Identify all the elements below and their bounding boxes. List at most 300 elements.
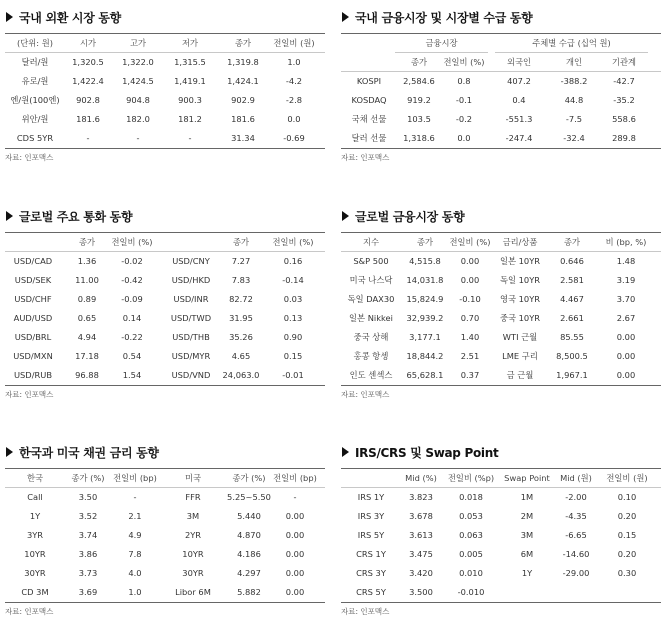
value-cell: 0.00 [285, 587, 305, 597]
global-market-table [341, 232, 661, 386]
value-cell: 7.27 [231, 256, 251, 266]
value-cell: -0.1 [455, 95, 473, 105]
row-label-cell: WTI 근월 [502, 332, 538, 342]
column-header: 전일비 (%) [272, 237, 314, 247]
table-row [341, 545, 661, 564]
column-header: 전일비 (원) [273, 38, 315, 48]
value-cell: 0.00 [616, 351, 636, 361]
value-cell: 0.00 [616, 370, 636, 380]
value-cell: 2.51 [460, 351, 480, 361]
irs-table [341, 468, 661, 603]
row-label-cell: 미국 나스닥 [349, 275, 393, 285]
value-cell: -0.10 [459, 294, 481, 304]
row-label-cell: 30YR [24, 568, 46, 578]
value-cell: -7.5 [565, 114, 583, 124]
value-cell: -35.2 [613, 95, 635, 105]
column-header: 저가 [181, 38, 199, 48]
value-cell: 1,967.1 [556, 370, 588, 380]
value-cell: 3.69 [78, 587, 98, 597]
row-label-cell: USD/INR [173, 294, 209, 304]
table-row [5, 488, 325, 507]
row-label-cell: IRS 5Y [357, 530, 385, 540]
row-label-cell: 중국 10YR [499, 313, 541, 323]
column-header [345, 469, 397, 488]
table-row [341, 526, 661, 545]
value-cell: 1,322.0 [122, 57, 154, 67]
column-header: Mid (원) [560, 473, 592, 483]
table-header-row [341, 469, 661, 488]
currency-title: 글로벌 주요 통화 동향 [19, 209, 133, 224]
row-label-cell: 3M [186, 511, 200, 521]
value-cell: -2.8 [285, 95, 303, 105]
row-label-cell: AUD/USD [13, 313, 53, 323]
column-header: 금리/상품 [502, 237, 538, 247]
domestic-table [341, 33, 661, 149]
value-cell: 0.00 [616, 332, 636, 342]
value-cell: 31.95 [229, 313, 253, 323]
value-cell: 0.20 [617, 511, 637, 521]
value-cell: 0.8 [457, 76, 471, 86]
table-row [341, 72, 661, 91]
row-label-cell: 3YR [26, 530, 44, 540]
value-cell: 31.34 [231, 133, 255, 143]
value-cell: 0.89 [77, 294, 97, 304]
value-cell: -0.22 [121, 332, 143, 342]
row-label-cell: 181.2 [178, 114, 202, 124]
global-market-title: 글로벌 금융시장 동향 [355, 209, 465, 224]
value-cell: - [133, 492, 137, 502]
value-cell: 3.50 [78, 492, 98, 502]
row-label-cell: 금 근월 [506, 370, 534, 380]
column-header: 전일비 (%) [449, 237, 491, 247]
value-cell: 5.25~5.50 [227, 492, 271, 502]
fx-panel [5, 8, 325, 163]
row-label-cell: - [188, 133, 192, 143]
column-header: 종가 (%) [71, 473, 105, 483]
value-cell: 103.5 [407, 114, 431, 124]
row-label-cell: USD/CHF [14, 294, 52, 304]
column-header: 개인 [565, 57, 583, 67]
source-note: 자료: 인포맥스 [341, 153, 390, 162]
source-note: 자료: 인포맥스 [5, 390, 54, 399]
row-label-cell: IRS 3Y [357, 511, 385, 521]
value-cell: 0.37 [460, 370, 480, 380]
value-cell: 1.0 [128, 587, 142, 597]
table-row [5, 290, 325, 309]
value-cell: 35.26 [229, 332, 253, 342]
domestic-panel [341, 8, 661, 163]
irs-title-row [341, 443, 661, 461]
value-cell: 32,939.2 [406, 313, 444, 323]
value-cell: 0.063 [459, 530, 483, 540]
value-cell: -32.4 [563, 133, 585, 143]
row-label-cell: 1Y [521, 568, 533, 578]
value-cell: 0.16 [283, 256, 303, 266]
row-label-cell: 중국 상해 [353, 332, 389, 342]
row-label-cell: 30YR [182, 568, 204, 578]
value-cell: -0.010 [457, 587, 485, 597]
value-cell: 0.20 [617, 549, 637, 559]
row-label-cell: 6M [520, 549, 534, 559]
value-cell: -6.65 [565, 530, 587, 540]
value-cell: 3.19 [616, 275, 636, 285]
value-cell: 3.678 [409, 511, 433, 521]
row-label-cell: USD/TWD [170, 313, 212, 323]
value-cell: 1.40 [460, 332, 480, 342]
value-cell: -4.2 [285, 76, 303, 86]
value-cell: -388.2 [560, 76, 588, 86]
row-label-cell: 407.2 [507, 76, 531, 86]
value-cell: 1.36 [77, 256, 97, 266]
row-label-cell: CRS 5Y [356, 587, 386, 597]
row-label-cell: CRS 3Y [356, 568, 386, 578]
value-cell: 3.500 [409, 587, 433, 597]
triangle-bullet-icon [342, 12, 349, 22]
value-cell: 4.65 [231, 351, 251, 361]
row-label-cell: 달러/원 [21, 57, 49, 67]
value-cell: 902.9 [231, 95, 255, 105]
table-header-row [5, 233, 325, 252]
column-header: 기관계 [611, 57, 637, 67]
value-cell: -0.2 [455, 114, 473, 124]
row-label-cell: USD/SEK [14, 275, 52, 285]
value-cell: 289.8 [612, 133, 636, 143]
value-cell: 0.005 [459, 549, 483, 559]
value-cell: - [86, 133, 90, 143]
value-cell: 3.613 [409, 530, 433, 540]
bond-panel [5, 443, 325, 617]
table-header-row [5, 34, 325, 53]
row-label-cell: 1,419.1 [174, 76, 206, 86]
table-group-header-row [341, 34, 661, 53]
row-label-cell: CD 3M [21, 587, 49, 597]
value-cell: 1,319.8 [227, 57, 259, 67]
value-cell: 7.8 [128, 549, 142, 559]
row-label-cell: Libor 6M [175, 587, 211, 597]
table-row [341, 564, 661, 583]
value-cell: 0.65 [77, 313, 97, 323]
value-cell: 3.420 [409, 568, 433, 578]
currency-title-row [5, 207, 325, 225]
value-cell: 181.6 [76, 114, 100, 124]
table-row [5, 545, 325, 564]
value-cell: 3.86 [78, 549, 98, 559]
domestic-title: 국내 금융시장 및 시장별 수급 동향 [355, 10, 533, 25]
value-cell: 0.03 [283, 294, 303, 304]
column-header: 종가 [410, 57, 428, 67]
value-cell: 3.823 [409, 492, 433, 502]
column-header: 미국 [184, 473, 202, 483]
column-header: 종가 [563, 237, 581, 247]
value-cell: 902.8 [76, 95, 100, 105]
value-cell: 1,422.4 [72, 76, 104, 86]
row-label-cell: 홍콩 항셍 [353, 351, 389, 361]
value-cell: 4,515.8 [409, 256, 441, 266]
column-header: 종가 [416, 237, 434, 247]
table-row [5, 507, 325, 526]
triangle-bullet-icon [6, 447, 13, 457]
row-label-cell: 1Y [29, 511, 41, 521]
value-cell: 82.72 [229, 294, 253, 304]
row-label-cell: KOSDAQ [351, 95, 387, 105]
bond-title: 한국과 미국 채권 금리 동향 [19, 445, 159, 460]
table-row [5, 526, 325, 545]
fx-title: 국내 외환 시장 동향 [19, 10, 121, 25]
source-note: 자료: 인포맥스 [341, 390, 390, 399]
value-cell: 2.1 [128, 511, 142, 521]
table-row [341, 309, 661, 328]
value-cell: 0.010 [459, 568, 483, 578]
table-row [341, 583, 661, 602]
triangle-bullet-icon [342, 447, 349, 457]
value-cell: 3.475 [409, 549, 433, 559]
value-cell: 3.52 [78, 511, 98, 521]
value-cell: 4.297 [237, 568, 261, 578]
value-cell [595, 583, 659, 602]
row-label-cell: 900.3 [178, 95, 202, 105]
value-cell: -42.7 [613, 76, 635, 86]
row-label-cell: 유로/원 [21, 76, 49, 86]
value-cell: 181.6 [231, 114, 255, 124]
value-cell: 8,500.5 [556, 351, 588, 361]
value-cell: 1.0 [287, 57, 301, 67]
value-cell: 919.2 [407, 95, 431, 105]
value-cell: 4.0 [128, 568, 142, 578]
value-cell: -29.00 [562, 568, 590, 578]
row-label-cell: USD/CAD [13, 256, 53, 266]
value-cell: 0.00 [285, 530, 305, 540]
table-row [5, 583, 325, 602]
table-row [341, 366, 661, 385]
table-header-row [5, 469, 325, 488]
value-cell: 15,824.9 [406, 294, 444, 304]
row-label-cell: 인도 센섹스 [349, 370, 393, 380]
table-row [5, 366, 325, 385]
value-cell: 85.55 [560, 332, 584, 342]
value-cell: 24,063.0 [222, 370, 260, 380]
value-cell: 17.18 [75, 351, 99, 361]
column-header: 고가 [129, 38, 147, 48]
global-market-panel [341, 207, 661, 400]
fx-table [5, 33, 325, 149]
value-cell: 0.646 [560, 256, 584, 266]
row-label-cell: 10YR [182, 549, 204, 559]
column-header: 전일비 (bp) [273, 473, 317, 483]
row-label-cell: USD/MXN [13, 351, 53, 361]
value-cell: 7.83 [231, 275, 251, 285]
row-label-cell: USD/BRL [14, 332, 52, 342]
value-cell: 1,424.1 [227, 76, 259, 86]
source-note: 자료: 인포맥스 [5, 607, 54, 616]
currency-panel [5, 207, 325, 400]
row-label-cell: USD/CNY [172, 256, 210, 266]
value-cell: 0.00 [285, 511, 305, 521]
column-header: 종가 [232, 237, 250, 247]
row-label-cell: 독일 10YR [499, 275, 541, 285]
row-label-cell: 달러 선물 [351, 133, 387, 143]
table-row [5, 564, 325, 583]
column-header [165, 233, 217, 252]
row-label-cell: 독일 DAX30 [347, 294, 395, 304]
column-header: 종가 [78, 237, 96, 247]
row-label-cell: 엔/원(100엔) [10, 95, 60, 105]
row-label-cell: 1,315.5 [174, 57, 206, 67]
value-cell: -14.60 [562, 549, 590, 559]
value-cell: 11.00 [75, 275, 99, 285]
irs-panel [341, 443, 661, 617]
row-label-cell: FFR [185, 492, 201, 502]
value-cell: 0.10 [617, 492, 637, 502]
table-header-row [341, 53, 661, 72]
domestic-title-row [341, 8, 661, 26]
row-label-cell: USD/VND [171, 370, 211, 380]
value-cell: 1.54 [122, 370, 142, 380]
value-cell: 2,584.6 [403, 76, 435, 86]
value-cell: 0.90 [283, 332, 303, 342]
column-header: 시가 [79, 38, 97, 48]
row-label-cell: -551.3 [505, 114, 533, 124]
row-label-cell: KOSPI [356, 76, 382, 86]
row-label-cell: 3M [520, 530, 534, 540]
value-cell: 0.13 [283, 313, 303, 323]
value-cell: 2.581 [560, 275, 584, 285]
triangle-bullet-icon [6, 12, 13, 22]
value-cell: 0.54 [122, 351, 142, 361]
row-label-cell: LME 구리 [502, 351, 538, 361]
value-cell: 3,177.1 [409, 332, 441, 342]
row-label-cell: 10YR [24, 549, 46, 559]
value-cell: -0.14 [282, 275, 304, 285]
value-cell: - [293, 492, 297, 502]
table-row [341, 507, 661, 526]
row-label-cell: 위안/원 [21, 114, 49, 124]
value-cell: -0.69 [283, 133, 305, 143]
value-cell: 2.67 [616, 313, 636, 323]
table-row [5, 91, 325, 110]
source-note: 자료: 인포맥스 [341, 607, 390, 616]
column-header: (단위: 원) [17, 38, 53, 48]
column-header: 비 (bp, %) [605, 237, 647, 247]
row-label-cell: IRS 1Y [357, 492, 385, 502]
column-header: 지수 [362, 237, 380, 247]
value-cell: -2.00 [565, 492, 587, 502]
column-header: 한국 [26, 473, 44, 483]
column-header: 전일비 (%) [443, 57, 485, 67]
row-label-cell: 일본 10YR [499, 256, 541, 266]
value-cell: 0.053 [459, 511, 483, 521]
table-row [341, 271, 661, 290]
row-label-cell: CDS 5YR [16, 133, 54, 143]
table-row [5, 53, 325, 72]
value-cell: 0.00 [285, 549, 305, 559]
irs-title: IRS/CRS 및 Swap Point [355, 445, 499, 460]
value-cell: -0.09 [121, 294, 143, 304]
global-market-title-row [341, 207, 661, 225]
column-header: 전일비 (%p) [447, 473, 495, 483]
column-header: Swap Point [504, 473, 550, 483]
value-cell: 0.15 [617, 530, 637, 540]
row-label-cell: -247.4 [505, 133, 533, 143]
bond-title-row [5, 443, 325, 461]
value-cell: 0.70 [460, 313, 480, 323]
table-row [341, 488, 661, 507]
table-row [5, 271, 325, 290]
table-row [5, 309, 325, 328]
row-label-cell: Call [27, 492, 43, 502]
value-cell: 3.74 [78, 530, 98, 540]
value-cell: 0.00 [285, 568, 305, 578]
column-header: 전일비 (원) [606, 473, 648, 483]
value-cell: 2.661 [560, 313, 584, 323]
table-row [5, 252, 325, 271]
value-cell: 0.15 [283, 351, 303, 361]
value-cell: 0.018 [459, 492, 483, 502]
column-header [7, 233, 59, 252]
value-cell: -0.01 [282, 370, 304, 380]
table-row [341, 252, 661, 271]
value-cell: - [136, 133, 140, 143]
value-cell: -0.42 [121, 275, 143, 285]
value-cell: 182.0 [126, 114, 150, 124]
table-group-header: 주체별 수급 (십억 원) [532, 38, 611, 48]
value-cell: 3.70 [616, 294, 636, 304]
table-row [5, 72, 325, 91]
value-cell: 14,031.8 [406, 275, 444, 285]
column-header: Mid (%) [405, 473, 437, 483]
row-label-cell: USD/THB [172, 332, 210, 342]
column-header: 전일비 (%) [111, 237, 153, 247]
row-label-cell: USD/HKD [171, 275, 211, 285]
table-row [341, 129, 661, 148]
value-cell: 44.8 [564, 95, 584, 105]
row-label-cell: 1M [520, 492, 534, 502]
value-cell: 4.467 [560, 294, 584, 304]
table-row [341, 290, 661, 309]
value-cell: 0.30 [617, 568, 637, 578]
value-cell: 904.8 [126, 95, 150, 105]
triangle-bullet-icon [342, 211, 349, 221]
value-cell: 18,844.2 [406, 351, 444, 361]
row-label-cell: 0.4 [512, 95, 526, 105]
value-cell: 0.0 [457, 133, 471, 143]
row-label-cell: S&P 500 [353, 256, 389, 266]
table-row [341, 347, 661, 366]
value-cell: 65,628.1 [406, 370, 444, 380]
value-cell: 5.440 [237, 511, 261, 521]
triangle-bullet-icon [6, 211, 13, 221]
table-row [341, 110, 661, 129]
table-row [341, 91, 661, 110]
value-cell: -4.35 [565, 511, 587, 521]
table-group-header: 금융시장 [425, 38, 458, 48]
value-cell: 3.73 [78, 568, 98, 578]
row-label-cell: 영국 10YR [499, 294, 541, 304]
row-label-cell: 2M [520, 511, 534, 521]
value-cell: 0.00 [460, 275, 480, 285]
value-cell: 1,320.5 [72, 57, 104, 67]
currency-table [5, 232, 325, 386]
value-cell: 1,318.6 [403, 133, 435, 143]
table-row [5, 129, 325, 148]
value-cell: 4.9 [128, 530, 142, 540]
bond-table [5, 468, 325, 603]
row-label-cell: CRS 1Y [356, 549, 386, 559]
table-row [5, 110, 325, 129]
column-header: 종가 [234, 38, 252, 48]
row-label-cell: USD/RUB [13, 370, 53, 380]
table-header-row [341, 233, 661, 252]
value-cell: 558.6 [612, 114, 636, 124]
